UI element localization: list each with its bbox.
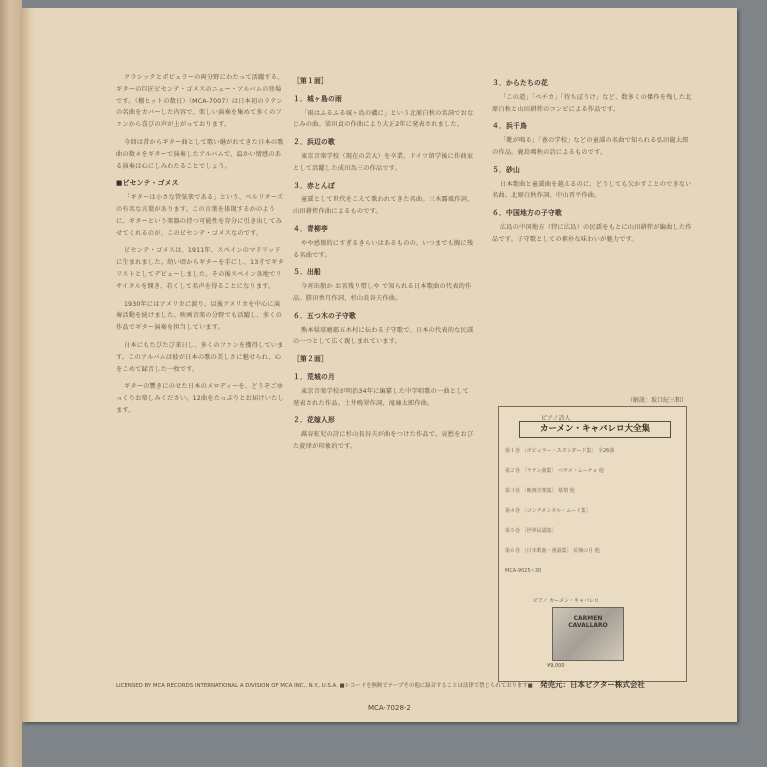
track-description: 「雨はふるふる城ヶ島の磯に」という北原白秋の名詞でおなじみの曲。梁田貞の作曲により大正2年に発表されました。 bbox=[293, 109, 474, 129]
track-description: 童謡として世代をこえて歌われてきた名曲。三木露風作詞、山田耕筰作曲によるものです。 bbox=[293, 196, 474, 216]
notes-credit: （解説：坂口紀三和） bbox=[627, 397, 688, 404]
track-title: ５．出船 bbox=[293, 268, 321, 277]
record-jacket-spine bbox=[0, 0, 22, 767]
track-title: １．城ヶ島の雨 bbox=[293, 94, 342, 103]
bio-paragraph-4: 日本にもたびたび来日し、多くのファンを獲得しています。このアルバムは彼が日本の歌の美しさに魅せられ、心をこめて録音した一枚です。 bbox=[116, 341, 284, 373]
track-title: ３．からたちの花 bbox=[492, 79, 548, 87]
jacket-price: ¥9,000 bbox=[547, 663, 565, 669]
sheet-fold-edge bbox=[22, 8, 36, 722]
ad-row: MCA-9025~30 bbox=[505, 568, 542, 574]
ad-row: 第４巻 ［コンチネンタル・ムード集］ bbox=[505, 508, 591, 514]
intro-paragraph-1: クラシックとポピュラーの両分野にわたって活躍する、ギターの巨匠ビセンテ・ゴメスのニュー・アルバムの登場です。（棚ヒットの数日）（MCA-7007）は日本初のラテンの名曲をカバーした内容で、楽しい演奏を集めて多くのファンから喜びの声が上がっております。 bbox=[116, 74, 284, 129]
jacket-caption: ピアノ カーメン・キャバレロ bbox=[533, 598, 599, 604]
track-title: ２．浜辺の歌 bbox=[293, 138, 335, 147]
track-description: 日本歌曲と童謡曲を越えるのに、どうしても欠かすことのできない名曲。北原白秋作詞、中山晋平作曲。 bbox=[492, 180, 692, 200]
side2-column bbox=[492, 72, 692, 252]
track-description: 「靴が鳴る」「雀の学校」などの童謡の名曲で知られる弘田龍太郎の作品。鹿島鳴秋の詩によるものです。 bbox=[492, 137, 689, 156]
side2-heading: ［第２面］ bbox=[293, 355, 328, 364]
track-title: ６．中国地方の子守歌 bbox=[492, 209, 562, 218]
jacket-title: CARMEN CAVALLARO bbox=[568, 615, 608, 629]
catalog-ad-box bbox=[498, 406, 687, 682]
ad-row: 第６巻 ［日本歌曲・童謡集］ 荒城の月 他 bbox=[505, 548, 600, 554]
license-notice: LICENSED BY MCA RECORDS INTERNATIONAL A DIVISION OF MCA INC., N.Y., U.S.A. ■レコードを無断でテープその他に録音することは法律で禁じられております■ bbox=[116, 683, 533, 689]
ad-row: 第２巻 ［ラテン曲集］ ベサメ・ムーチョ 他 bbox=[505, 468, 604, 474]
track-title: ４．浜千鳥 bbox=[492, 122, 527, 131]
intro-paragraph-2: 今回は昔からギター曲として歌い継がれてきた日本の歌曲の数々をギターで演奏したアルバムで、温かい情感のある演奏は心にしみわたることでしょう。 bbox=[116, 138, 284, 170]
track-title: ６．五つ木の子守歌 bbox=[293, 311, 356, 320]
track-description: 熊本県球磨郡五木村に伝わる子守歌で、日本の代表的な民謡の一つとして広く親しまれています。 bbox=[293, 326, 474, 346]
track-description: やや感傷的にすぎるきらいはあるものの、いつまでも胸に残る名曲です。 bbox=[293, 239, 474, 259]
track-title: １．荒城の月 bbox=[293, 372, 335, 381]
catalog-number: MCA-7028-2 bbox=[368, 704, 411, 712]
bio-paragraph-2: ビセンテ・ゴメスは、1911年、スペインのマドリッドに生まれました。幼い頃からギターを手にし、13才でギタリストとしてデビューしました。その後スペイン各地でリサイタルを開き、若くして名声を得ることになります。 bbox=[116, 247, 284, 290]
track-title: ２．花嫁人形 bbox=[293, 416, 335, 425]
bio-heading: ■ビセンテ・ゴメス bbox=[116, 179, 179, 188]
track-title: ４．青柳亭 bbox=[293, 224, 328, 233]
ad-row: 第３巻 ［映画音楽集］ 慕情 他 bbox=[505, 488, 575, 494]
ad-title: カーメン・キャバレロ大全集 bbox=[519, 421, 671, 438]
side1-heading: ［第１面］ bbox=[293, 77, 328, 85]
bio-paragraph-1: 「ギターは小さな管弦楽である」という、ベルリオーズの有名な言葉があります。この言葉を体現するかのように、ギターという楽器の持つ可能性を存分に引き出してみせてくれるのが、このビセンテ・ゴメスなのです。 bbox=[116, 194, 284, 237]
track-description: 東京音楽学校（現在の芸大）を卒業、ドイツ留学後に作曲家として活躍した成田為三の作品です。 bbox=[293, 152, 474, 172]
track-description: 「この道」「ペチカ」「待ちぼうけ」など、数多くの傑作を残した北原白秋と山田耕筰のコンビによる作品です。 bbox=[492, 93, 692, 113]
album-jacket-image bbox=[552, 607, 624, 661]
publisher-name: 発売元：日本ビクター株式会社 bbox=[540, 680, 645, 689]
track-description: 東京音楽学校が明治34年に編纂した中学唱歌の一曲として発表された作品。土井晩翠作詞、滝廉太郎作曲。 bbox=[293, 387, 469, 407]
bio-paragraph-3: 1930年にはアメリカに渡り、以後アメリカを中心に演奏活動を続けました。映画音楽の分野でも活躍し、多くの作品でギター演奏を担当しています。 bbox=[116, 300, 283, 332]
track-description: 蕗谷虹児の詩に杉山長谷夫が曲をつけた作品で、哀愁をおびた旋律が印象的です。 bbox=[293, 431, 474, 450]
track-description: 広島の中国地方（特に広島）の民謡をもとに山田耕筰が編曲した作品です。子守歌としての素朴な味わいが魅力です。 bbox=[492, 223, 692, 243]
ad-subtitle: ピアノ詩人 bbox=[541, 415, 571, 422]
side1-column bbox=[293, 72, 475, 459]
intro-column bbox=[116, 72, 284, 423]
ad-row: 第１巻 ［ポピュラー・スタンダード集］ 全26曲 bbox=[505, 448, 615, 454]
bio-paragraph-5: ギターの響きにのせた日本のメロディーを、どうぞごゆっくりお楽しみください。12曲をたっぷりとお届けいたします。 bbox=[116, 383, 284, 414]
ad-row: 第５巻 ［世界民謡集］ bbox=[505, 528, 557, 534]
track-description: 今宵出船か お名残り惜しや で知られる日本歌曲の代表的作品。勝田香月作詞、杉山長谷夫作曲。 bbox=[293, 283, 472, 302]
track-title: ３．赤とんぼ bbox=[293, 181, 335, 190]
track-title: ５．砂山 bbox=[492, 165, 520, 174]
